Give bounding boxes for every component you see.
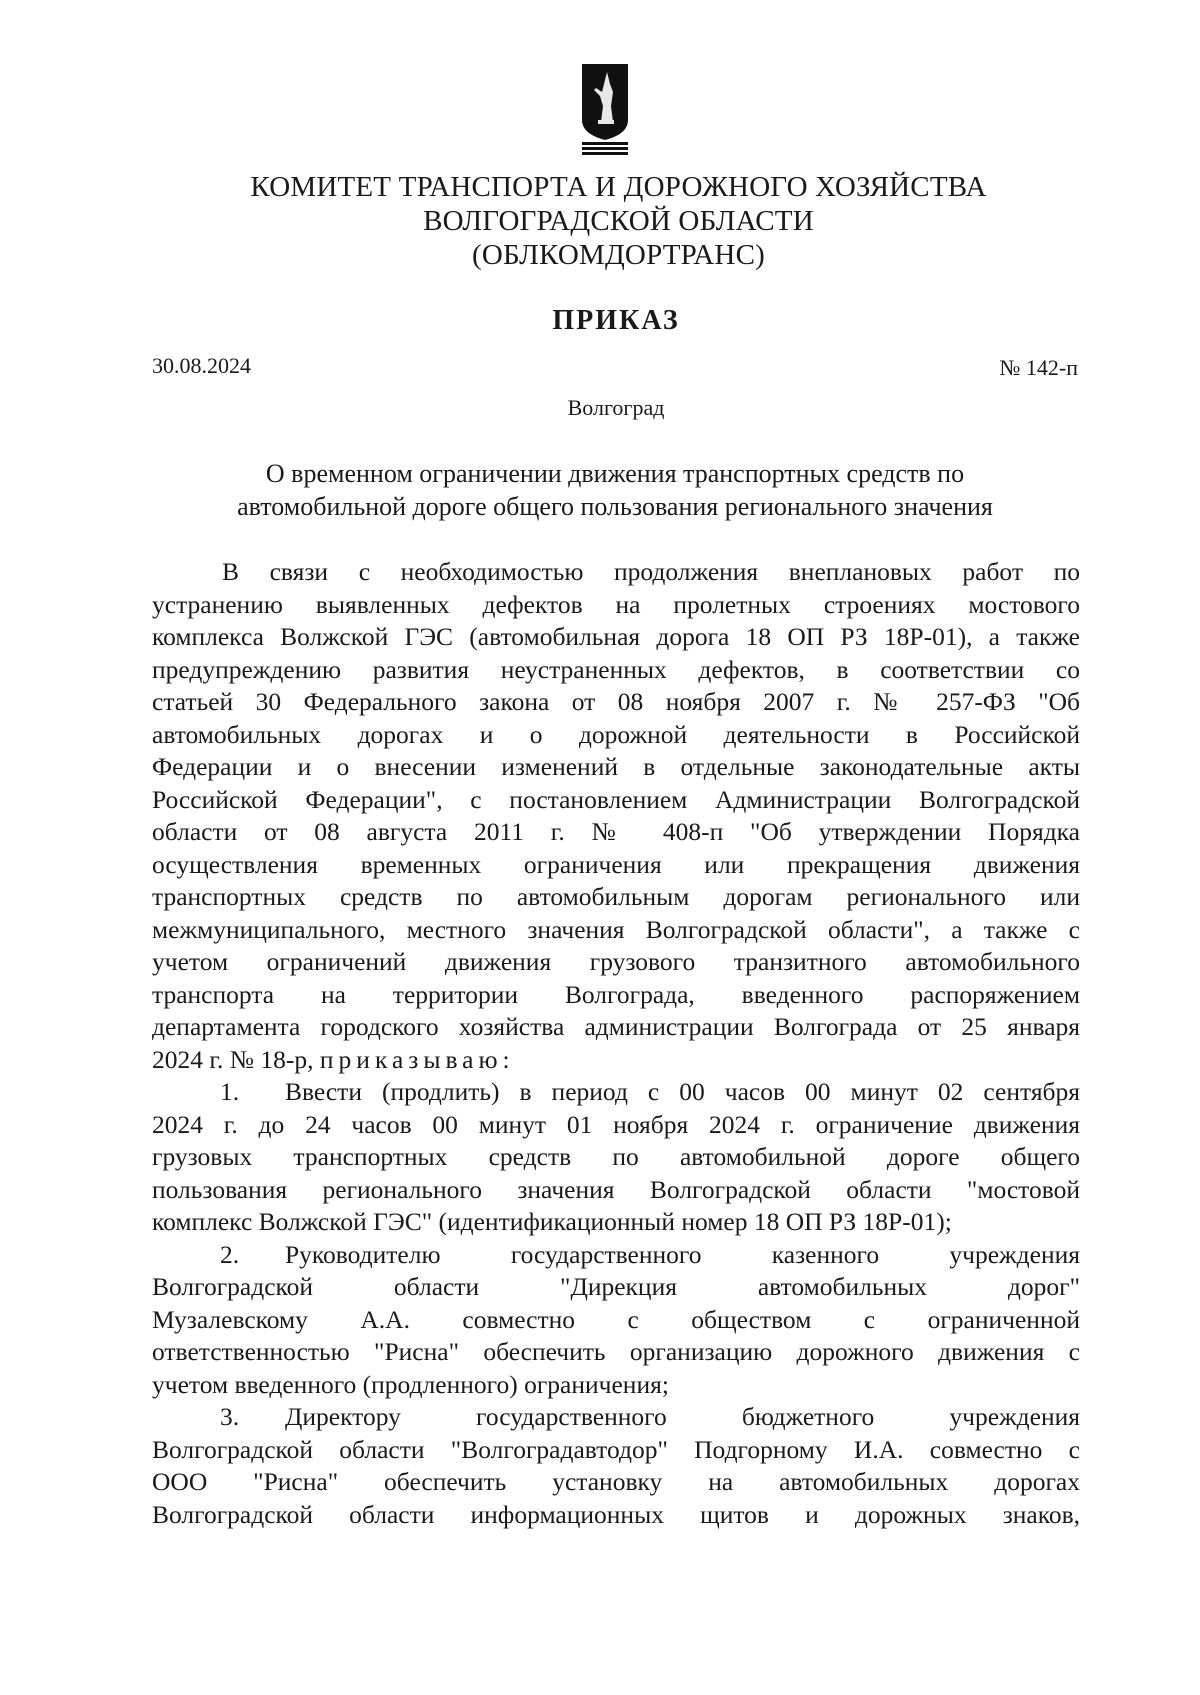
item-3-line: Волгоградской области информационных щитов и дорожных знаков,	[152, 1499, 1080, 1529]
body-line: транспортных средств по автомобильным дорогам регионального или	[152, 882, 1080, 911]
item-2-line: учетом введенного (продленного) ограничения;	[152, 1369, 669, 1399]
body-line: транспорта на территории Волгограда, введенного распоряжением	[152, 979, 1080, 1009]
item-2-line	[152, 1239, 1080, 1272]
body-line: учетом ограничений движения грузового транзитного автомобильного	[152, 947, 1080, 976]
item-2-line: ответственностью "Рисна" обеспечить организацию дорожного движения с	[152, 1337, 1080, 1366]
body-line: комплекса Волжской ГЭС (автомобильная дорога 18 ОП РЗ 18Р-01), а также	[152, 622, 1080, 651]
subject-line: автомобильной дороге общего пользования регионального значения	[237, 492, 993, 521]
item-text: Руководителю государственного казенного учреждения	[285, 1239, 1080, 1269]
item-2-line: Музалевскому А.А. совместно с обществом с ограниченной	[152, 1304, 1080, 1334]
document-body	[152, 556, 1080, 1531]
item-1-line: 2024 г. до 24 часов 00 минут 01 ноября 2024 г. ограничение движения	[152, 1109, 1080, 1139]
document-number: № 142-п	[999, 355, 1078, 380]
subject-line: О временном ограничении движения транспортных средств по	[265, 459, 965, 488]
organization-name	[0, 170, 1200, 272]
body-line: департамента городского хозяйства администрации Волгограда от 25 января	[152, 1012, 1080, 1041]
body-line: Российской Федерации", с постановлением Администрации Волгоградской	[152, 784, 1080, 814]
document-city: Волгоград	[567, 395, 665, 420]
item-number: 3.	[220, 1402, 240, 1431]
body-line: устранению выявленных дефектов на пролетных строениях мостового	[152, 589, 1080, 619]
body-line: предупреждению развития неустраненных дефектов, в соответствии со	[152, 654, 1080, 684]
item-2-line: Волгоградской области "Дирекция автомобильных дорог"	[152, 1272, 1080, 1301]
item-text: Директору государственного бюджетного учреждения	[285, 1402, 1080, 1431]
body-line: Федерации и о внесении изменений в отдельные законодательные акты	[152, 752, 1080, 781]
body-line: В связи с необходимостью продолжения внеплановых работ по	[222, 557, 1080, 586]
org-name-line: (ОБЛКОМДОРТРАНС)	[472, 239, 765, 271]
body-line: области от 08 августа 2011 г. № 408-п "Об утверждении Порядка	[152, 817, 1080, 846]
body-line: межмуниципального, местного значения Волгоградской области", а также с	[152, 914, 1080, 944]
item-1-line	[152, 1076, 1080, 1109]
body-line: осуществления временных ограничения или прекращения движения	[152, 849, 1080, 879]
document-date: 30.08.2024	[152, 353, 251, 378]
org-name-line: ВОЛГОГРАДСКОЙ ОБЛАСТИ	[423, 205, 814, 237]
body-line: статьей 30 Федерального закона от 08 ноября 2007 г. № 257-ФЗ "Об	[152, 687, 1080, 716]
org-name-line: КОМИТЕТ ТРАНСПОРТА И ДОРОЖНОГО ХОЗЯЙСТВА	[250, 171, 987, 203]
item-number: 1.	[220, 1077, 240, 1106]
item-3-line: Волгоградской области "Волгоградавтодор" Подгорному И.А. совместно с	[152, 1434, 1080, 1464]
item-1-line: комплекс Волжской ГЭС" (идентификационный номер 18 ОП РЗ 18Р-01);	[152, 1207, 952, 1236]
item-1-line: грузовых транспортных средств по автомобильной дороге общего	[152, 1142, 1080, 1171]
item-3-line	[152, 1401, 1080, 1434]
order-verb: приказываю:	[319, 1044, 515, 1074]
coat-of-arms-icon	[580, 62, 630, 157]
item-1-line: пользования регионального значения Волгоградской области "мостовой	[152, 1174, 1080, 1204]
item-3-line: ООО "Рисна" обеспечить установку на автомобильных дорогах	[152, 1467, 1080, 1496]
document-subject	[150, 457, 1080, 523]
body-line: 2024 г. № 18-р,	[152, 1044, 314, 1074]
item-text: Ввести (продлить) в период с 00 часов 00 минут 02 сентября	[285, 1077, 1080, 1106]
item-number: 2.	[220, 1239, 240, 1269]
body-line: автомобильных дорогах и о дорожной деятельности в Российской	[152, 719, 1080, 749]
body-line-with-verb	[152, 1044, 1080, 1077]
document-type-title: ПРИКАЗ	[552, 305, 680, 336]
